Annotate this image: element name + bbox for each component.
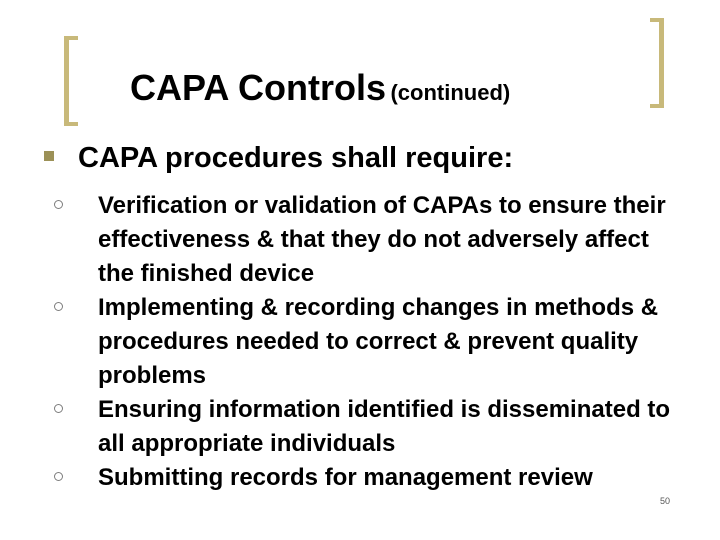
main-bullet-text: CAPA procedures shall require: [78,142,514,174]
slide-title [130,67,511,108]
title-sub: (continued) [390,80,511,105]
square-bullet-icon [44,151,54,161]
ring-bullet-icon [54,472,63,481]
title-main: CAPA Controls [130,67,386,108]
sub-bullet-item [44,291,704,393]
left-bracket-decoration [64,36,78,126]
right-bracket-decoration [650,18,664,108]
ring-bullet-icon [54,302,63,311]
sub-bullet-text: Submitting records for management review [98,464,593,491]
sub-bullet-text: Verification or validation of CAPAs to ensure their effectiveness & that they do not adversely affect the finished device [98,192,666,287]
sub-bullet-item [44,461,704,495]
sub-bullet-list [44,189,704,495]
ring-bullet-icon [54,200,63,209]
sub-bullet-item [44,393,704,461]
sub-bullet-text: Implementing & recording changes in methods & procedures needed to correct & prevent quality problems [98,294,659,389]
slide-number: 50 [660,496,671,506]
sub-bullet-text: Ensuring information identified is disseminated to all appropriate individuals [98,396,671,457]
sub-bullet-item [44,189,704,291]
ring-bullet-icon [54,404,63,413]
main-bullet-item [44,142,704,175]
bullet-list [44,142,704,495]
